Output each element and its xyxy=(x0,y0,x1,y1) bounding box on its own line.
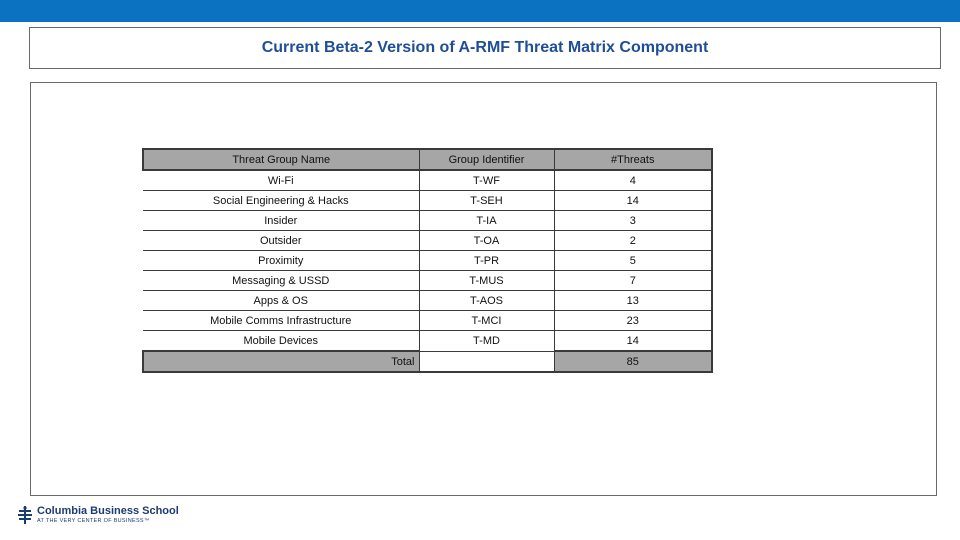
threat-count: 7 xyxy=(554,271,712,291)
group-identifier: T-PR xyxy=(419,251,554,271)
threat-group-name: Outsider xyxy=(143,231,419,251)
group-identifier: T-MD xyxy=(419,331,554,352)
threat-count: 3 xyxy=(554,211,712,231)
threat-group-name: Apps & OS xyxy=(143,291,419,311)
table-row xyxy=(143,291,712,311)
header-threat-count: #Threats xyxy=(554,149,712,170)
threat-group-name: Social Engineering & Hacks xyxy=(143,191,419,211)
table-row xyxy=(143,311,712,331)
header-group-identifier: Group Identifier xyxy=(419,149,554,170)
slide-title: Current Beta-2 Version of A-RMF Threat Matrix Component xyxy=(261,39,709,56)
group-identifier: T-WF xyxy=(419,170,554,191)
group-identifier: T-SEH xyxy=(419,191,554,211)
table-row xyxy=(143,191,712,211)
group-identifier: T-IA xyxy=(419,211,554,231)
threat-count: 4 xyxy=(554,170,712,191)
threat-count: 23 xyxy=(554,311,712,331)
threat-count: 13 xyxy=(554,291,712,311)
top-accent-bar xyxy=(0,0,960,22)
table-row xyxy=(143,170,712,191)
table-header-row xyxy=(143,149,712,170)
threat-group-name: Proximity xyxy=(143,251,419,271)
group-identifier: T-OA xyxy=(419,231,554,251)
columbia-business-school-logo xyxy=(16,502,179,528)
table-row xyxy=(143,271,712,291)
table-row xyxy=(143,211,712,231)
table-row xyxy=(143,251,712,271)
group-identifier: T-AOS xyxy=(419,291,554,311)
threat-count: 5 xyxy=(554,251,712,271)
total-value: 85 xyxy=(554,351,712,372)
total-label: Total xyxy=(143,351,419,372)
group-identifier: T-MUS xyxy=(419,271,554,291)
threat-group-name: Messaging & USSD xyxy=(143,271,419,291)
threat-group-name: Mobile Comms Infrastructure xyxy=(143,311,419,331)
table-total-row xyxy=(143,351,712,372)
threat-matrix-table xyxy=(142,148,713,373)
table-row xyxy=(143,231,712,251)
table-row xyxy=(143,331,712,352)
threat-count: 2 xyxy=(554,231,712,251)
threat-count: 14 xyxy=(554,331,712,352)
title-box xyxy=(29,27,941,69)
header-threat-group-name: Threat Group Name xyxy=(143,149,419,170)
logo-tagline: AT THE VERY CENTER OF BUSINESS™ xyxy=(37,518,150,524)
total-empty-cell xyxy=(419,351,554,372)
threat-group-name: Wi-Fi xyxy=(143,170,419,191)
logo-name: Columbia Business School xyxy=(37,505,179,517)
threat-group-name: Mobile Devices xyxy=(143,331,419,352)
group-identifier: T-MCI xyxy=(419,311,554,331)
threat-group-name: Insider xyxy=(143,211,419,231)
threat-count: 14 xyxy=(554,191,712,211)
columbia-crown-icon xyxy=(16,505,34,525)
